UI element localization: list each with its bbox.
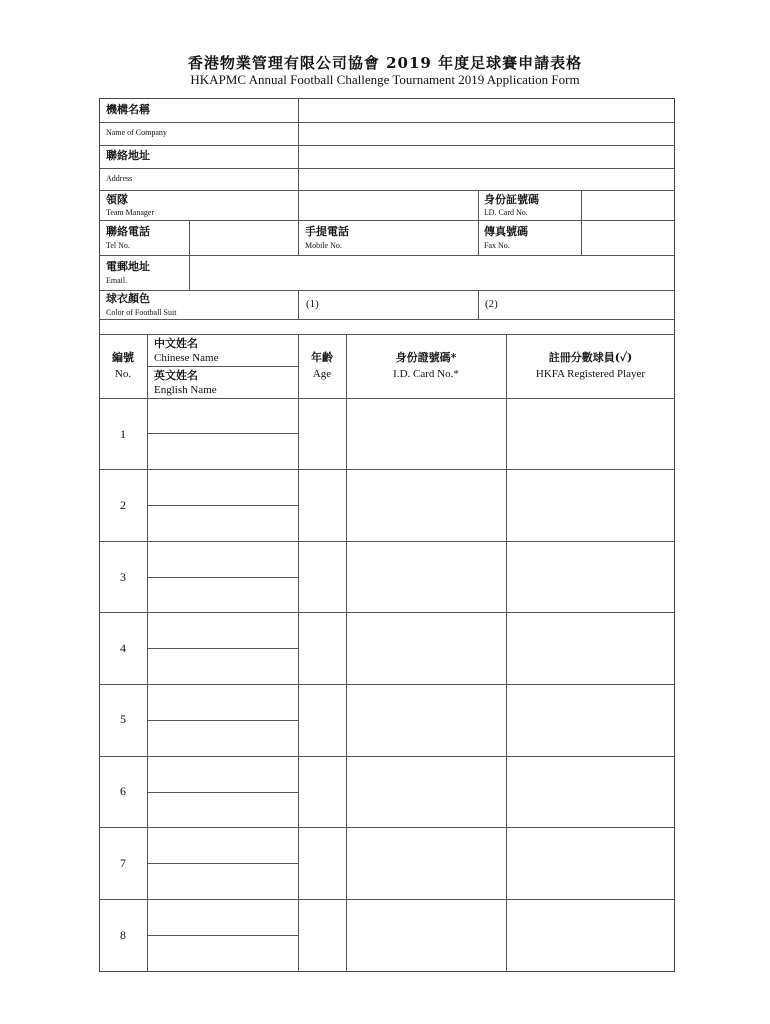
header-id-card-en: I.D. Card No.* xyxy=(393,368,459,380)
tel-label-zh: 聯絡電話 xyxy=(106,225,150,238)
address-label-en: Address xyxy=(106,174,133,183)
mobile-label-en: Mobile No. xyxy=(305,241,342,250)
player-row-number: 7 xyxy=(120,856,126,870)
header-chinese-name-zh: 中文姓名 xyxy=(154,337,198,350)
player-row-number: 3 xyxy=(120,570,126,584)
company-name-label-en: Name of Company xyxy=(106,128,167,137)
team-manager-label-zh: 領隊 xyxy=(106,193,128,206)
mobile-label-zh: 手提電話 xyxy=(305,225,349,238)
suit-color-2-label: (2) xyxy=(485,298,498,310)
header-english-name-zh: 英文姓名 xyxy=(154,369,198,382)
form-title-chinese: 香港物業管理有限公司協會 2019 年度足球賽申請表格 xyxy=(187,54,583,72)
tel-label-en: Tel No. xyxy=(106,241,130,250)
fax-label-zh: 傳真號碼 xyxy=(484,225,528,238)
header-registered-zh: 註冊分數球員(✓) xyxy=(548,351,633,364)
header-age-en: Age xyxy=(312,368,332,380)
header-age-zh: 年齡 xyxy=(311,351,333,364)
application-form-table xyxy=(99,98,675,972)
suit-color-1-label: (1) xyxy=(306,298,319,310)
header-registered-en: HKFA Registered Player xyxy=(535,368,646,380)
suit-color-label-en: Color of Football Suit xyxy=(106,308,177,317)
suit-color-label-zh: 球衣顏色 xyxy=(106,292,150,305)
player-row-number: 6 xyxy=(120,784,126,798)
player-row-number: 1 xyxy=(120,427,126,441)
header-no-en: No. xyxy=(114,368,132,380)
header-chinese-name-en: Chinese Name xyxy=(154,352,219,364)
address-label-zh: 聯絡地址 xyxy=(106,149,150,162)
team-manager-label-en: Team Manager xyxy=(106,208,155,217)
header-english-name-en: English Name xyxy=(154,384,217,396)
email-label-en: Email. xyxy=(106,276,128,285)
email-label-zh: 電郵地址 xyxy=(106,260,150,273)
player-row-number: 2 xyxy=(120,498,126,512)
header-id-card-zh: 身份證號碼* xyxy=(395,351,457,364)
player-row-number: 8 xyxy=(120,928,126,942)
id-card-label-zh: 身份証號碼 xyxy=(484,193,539,206)
header-no-zh: 編號 xyxy=(112,351,134,364)
player-row-number: 5 xyxy=(120,712,126,726)
form-title-english: HKAPMC Annual Football Challenge Tournament 2019 Application Form xyxy=(190,72,580,87)
fax-label-en: Fax No. xyxy=(484,241,510,250)
company-name-label-zh: 機構名稱 xyxy=(106,103,150,116)
player-row-number: 4 xyxy=(120,641,126,655)
id-card-label-en: I.D. Card No. xyxy=(484,208,528,217)
